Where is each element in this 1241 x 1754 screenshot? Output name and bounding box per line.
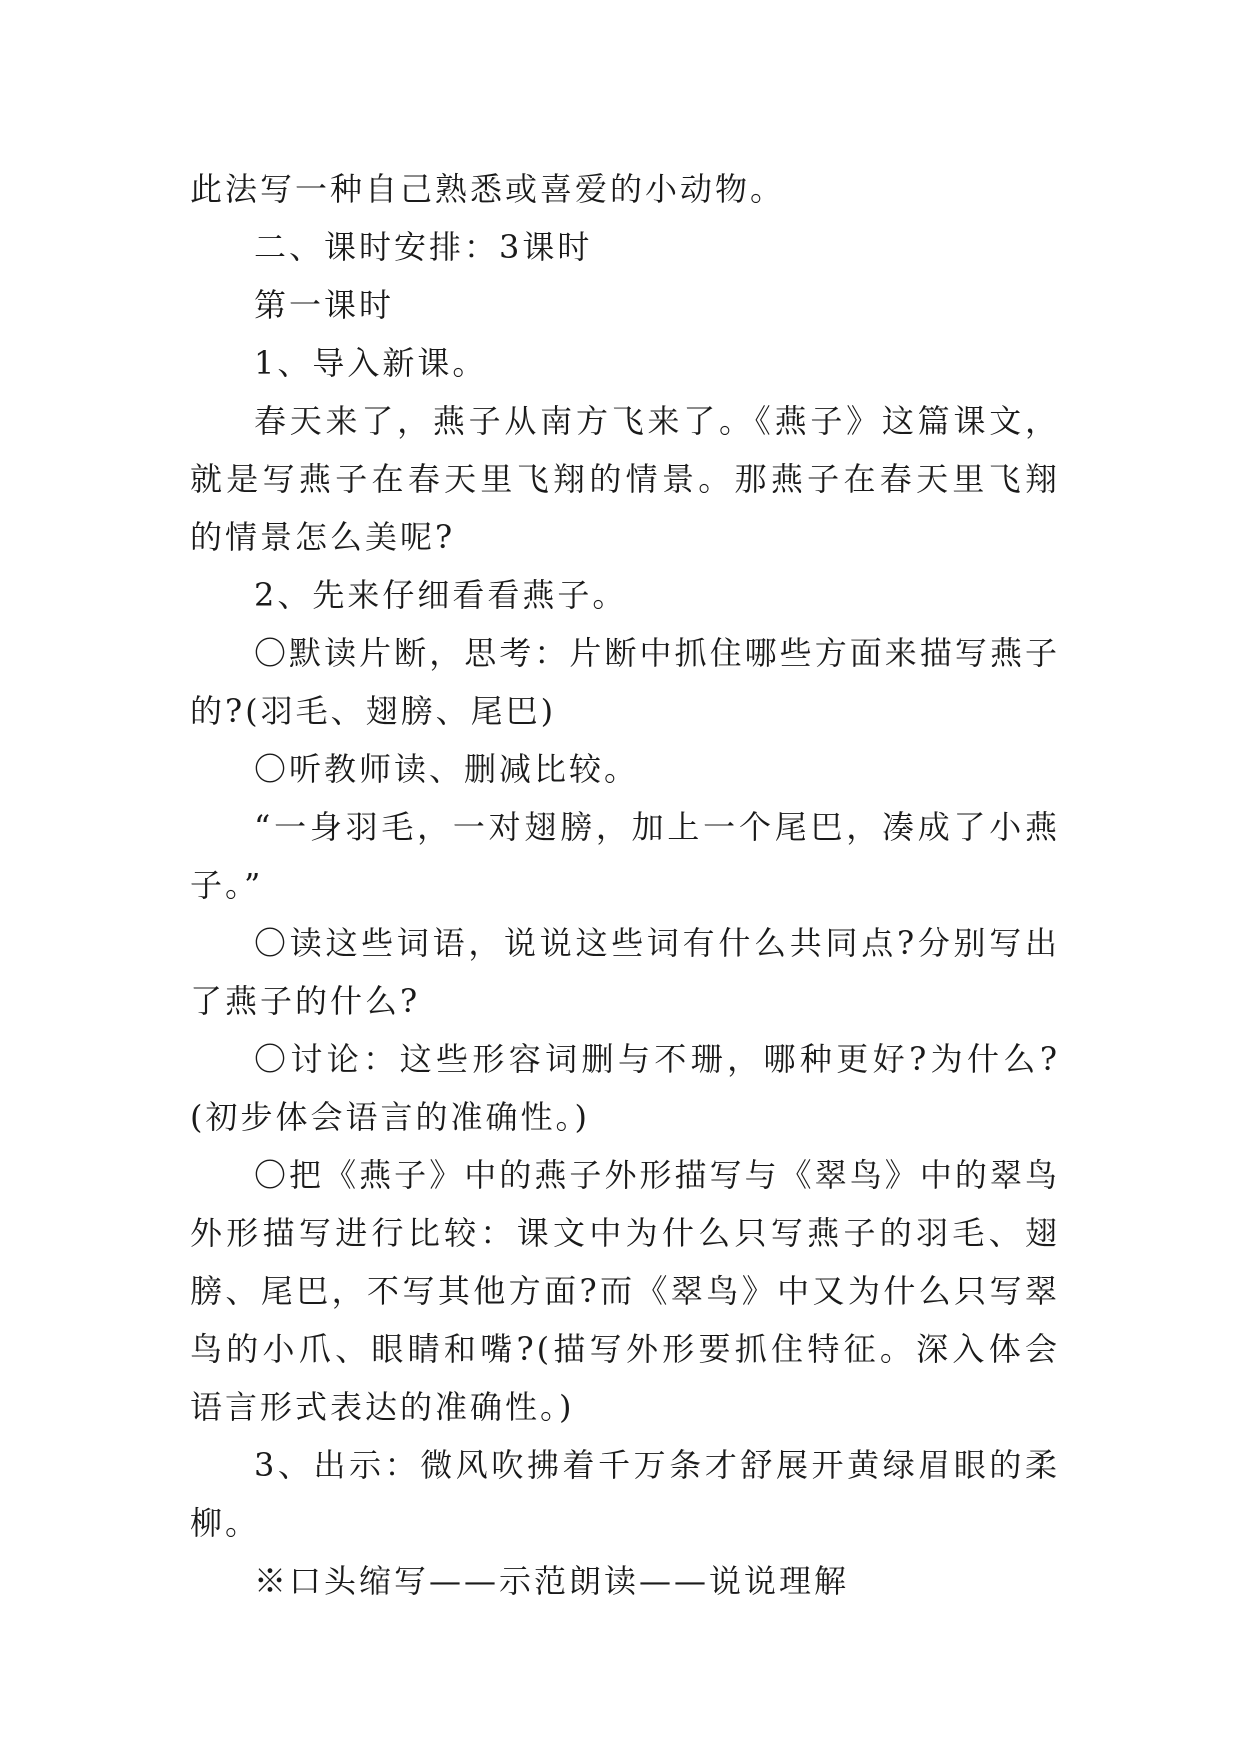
paragraph-oral-summary: ※口头缩写——示范朗读——说说理解 <box>254 1562 850 1600</box>
paragraph-schedule: 二、课时安排：3课时 <box>254 228 593 266</box>
paragraph-continuation: 此法写一种自己熟悉或喜爱的小动物。 <box>190 170 786 208</box>
paragraph-compare: 〇把《燕子》中的燕子外形描写与《翠鸟》中的翠鸟外形描写进行比较：课文中为什么只写燕子的羽毛、翅膀、尾巴，不写其他方面?而《翠鸟》中又为什么只写翠鸟的小爪、眼睛和嘴?(描写外形要抓住特征。深入体会语言形式表达的准确性。) <box>190 1156 1060 1426</box>
paragraph-step-3: 3、出示：微风吹拂着千万条才舒展开黄绿眉眼的柔柳。 <box>190 1446 1060 1542</box>
document-body <box>190 160 1060 1610</box>
paragraph-intro: 春天来了，燕子从南方飞来了。《燕子》这篇课文，就是写燕子在春天里飞翔的情景。那燕子在春天里飞翔的情景怎么美呢? <box>190 402 1060 556</box>
paragraph-listen: 〇听教师读、删减比较。 <box>254 750 640 788</box>
paragraph-quote: “一身羽毛，一对翅膀，加上一个尾巴，凑成了小燕子。” <box>190 808 1060 904</box>
paragraph-first-lesson-heading: 第一课时 <box>254 286 395 324</box>
paragraph-step-2: 2、先来仔细看看燕子。 <box>254 576 628 614</box>
paragraph-step-1: 1、导入新课。 <box>254 344 488 382</box>
paragraph-silent-read: 〇默读片断，思考：片断中抓住哪些方面来描写燕子的?(羽毛、翅膀、尾巴) <box>190 634 1060 730</box>
paragraph-read-words: 〇读这些词语，说说这些词有什么共同点?分别写出了燕子的什么? <box>190 924 1060 1020</box>
paragraph-discuss: 〇讨论：这些形容词删与不珊，哪种更好?为什么?(初步体会语言的准确性。) <box>190 1040 1060 1136</box>
